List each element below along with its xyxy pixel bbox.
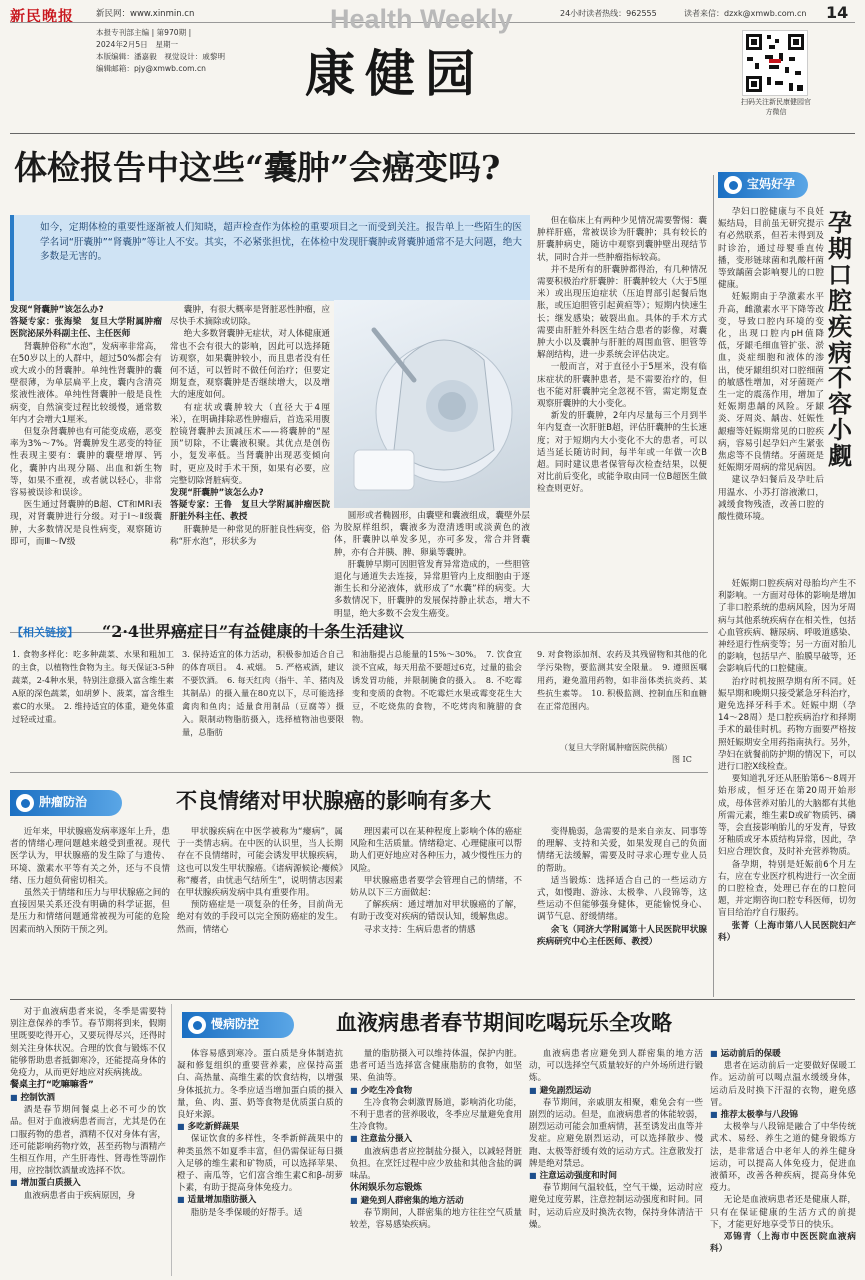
paragraph: 春节期间气温较低，空气干燥，运动时应避免过度劳累，注意控制运动强度和时间。同时，运动后应及时换洗衣物，保持身体清洁干燥。 xyxy=(529,1183,703,1230)
weekly-title-cn: 康健园 xyxy=(305,44,485,103)
section-heading: 答疑专家：张海梁 复旦大学附属肿瘤医院泌尿外科副主任、主任医师 xyxy=(10,317,162,340)
chief-editor: 本版编辑：潘嘉毅 视觉设计：戚黎明 xyxy=(96,52,226,62)
tips-source: （复旦大学附属肿瘤医院供稿） xyxy=(560,743,672,752)
paragraph: 脂肪是冬季保暖的好帮手。适 xyxy=(190,1207,303,1218)
sidebar-divider xyxy=(713,175,714,997)
main-headline: 体检报告中这些“囊肿”会癌变吗? xyxy=(14,148,501,187)
paragraph: 甲状腺癌患者要学会管理自己的情绪，不妨从以下三方面做起： xyxy=(350,875,522,899)
issue-date: 2024年2月5日 星期一 xyxy=(96,40,179,50)
tag-circle-icon xyxy=(16,794,34,812)
thyroid-col-2 xyxy=(177,826,343,994)
paragraph: 寻求支持：生病后患者的情感 xyxy=(363,924,476,935)
paragraph: 近年来，甲状腺癌发病率逐年上升，患者的情绪心理问题越来越受到重视。现代医学认为，甲状腺癌的发生除了与遗传、环境、激素水平等有关之外，还与不良情绪、压力超负荷密切相关。 xyxy=(10,827,170,886)
item-heading: ■ 适量增加脂肪摄入 xyxy=(177,1194,343,1206)
editor-email[interactable]: 编辑邮箱：pjy@xmwb.com.cn xyxy=(96,64,206,74)
lead-text: 如今，定期体检的重要性逐渐被人们知晓，超声检查作为体检的重要项目之一而受到关注。报告单上一些陌生的医学名词“肝囊肿”“肾囊肿”等让人不安。其实，不必紧张担忧，在体检中发现肝囊肿或肾囊肿通常不是大问题，绝大多数是无害的。 xyxy=(40,222,522,263)
thyroid-col-1 xyxy=(10,826,170,994)
paragraph: 变得脆弱，急需要的是来自亲友、同事等的理解、支持和关爱，如果发现自己的负面情绪无法缓解，需要及时寻求心理专业人员的帮助。 xyxy=(537,827,707,874)
paragraph: 肝囊肿早期可因胆管发育异常造成的，一些胆管退化与通道失去连接，异常胆管内上皮细胞由于逐渐生长和分泌液体，就形成了“水囊”样的病变。大多数情况下，肝囊肿的发展保持静止状态，增大不明显，绝大多数不会发生癌变。 xyxy=(334,559,530,619)
paragraph: 妊娠期由于孕激素水平升高，雌激素水平下降等改变，导致口腔内环境的变化，出现口腔内pH值降低，牙龈毛细血管扩张、淤血，炎症细胞和液体的渗出，使牙龈组织对口腔细菌的敏感性增加，对牙菌斑产生一定的震荡作用，增加了妊娠期患龋的风险。牙龈炎、牙周炎、龋齿、妊娠性龈瘤等妊娠期常见的口腔疾病，容易引起孕妇产生紧张焦虑等不良情绪。牙菌斑是妊娠期牙周病的常见病因。 xyxy=(718,292,824,474)
paragraph: 并不是所有的肝囊肿都得治，有几种情况需要积极治疗肝囊肿：肝囊肿较大（大于5厘米）或出现压迫症状（压迫胃部引起餐后饱胀，或压迫胆管引起黄疸等）；短期内快速生长；继发感染；破裂出血。具体的手术方式需要由肝脏外科医生结合患者的影像，对囊肿大小以及囊肿与肝脏的周围血管、胆管等解剖结构，进一步系统会评估决定。 xyxy=(537,264,707,361)
blood-col-3 xyxy=(529,1048,703,1276)
section-heading: 答疑专家：王鲁 复旦大学附属肿瘤医院肝脏外科主任、教授 xyxy=(170,500,330,523)
tips-col-3: 和油脂提占总能量的15%～30%。 7. 饮食宜淡不宜咸，每天用盐不要超过6克，过量的盐会诱发胃功能，并限制腌食的摄入。 8. 不吃霉变和变质的食物。不吃霉烂水果或霉变花生大豆，不吃烧焦的食物，不吃烤肉和腌腊的食物。 xyxy=(352,649,522,724)
thyroid-col-4 xyxy=(537,826,707,994)
tips-col-1: 1. 食物多样化：吃多种蔬菜、水果和粗加工的主食，以植物性食物为主。每天保证3-5种蔬菜，2-4种水果，特别注意摄入富含维生素A原的深色蔬菜，如胡萝卜、菠菜，富含维生素C的水果。 2. 维持适宜的体重，避免体重过轻或过重。 xyxy=(12,649,174,724)
paragraph: 建议孕妇餐后及孕吐后用温水、小苏打溶液漱口，减缓食物残渣，改善口腔的酸性微环境。 xyxy=(718,475,824,523)
paragraph: 生冷食物会刺激胃肠道，影响消化功能，不利于患者的营养吸收，冬季应尽量避免食用生冷食物。 xyxy=(350,1097,522,1133)
article-photo xyxy=(334,300,530,508)
author-byline: 张菁（上海市第八人民医院妇产科） xyxy=(718,920,856,943)
paragraph: 有症状或囊肿较大（直径大于4厘米），在明确排除恶性肿瘤后，首选采用腹腔镜肾囊肿去顶减压术——将囊肿的“屋顶”切除，不让囊液积聚。其优点是创伤小，复发率低。当肾囊肿出现恶变倾向时，更应及时手术干预，如果有必要，应完整切除肾脏病变。 xyxy=(170,402,330,486)
item-heading: ■ 多吃新鲜蔬果 xyxy=(177,1121,343,1133)
paragraph: 了解疾病：通过增加对甲状腺癌的了解，有助于改变对疾病的错误认知，缓解焦虑。 xyxy=(350,900,522,923)
item-heading: ■ 避免剧烈运动 xyxy=(529,1085,703,1097)
paragraph: 一般而言，对于直径小于5厘米，没有临床症状的肝囊肿患者，是不需要治疗的，但也不能对肝囊肿完全忽视不管，需定期复查观察肝囊肿的大小变化。 xyxy=(537,362,707,410)
page-number: 14 xyxy=(826,3,849,22)
paragraph: 孕妇口腔健康与不良妊娠结局，目前虽无研究提示有必然联系，但若未得到及时诊治，通过母婴垂直传播，变形链球菌和乳酸杆菌等致龋菌会影响婴儿的口腔健康。 xyxy=(718,207,824,291)
tag-label: 宝妈好孕 xyxy=(747,177,796,192)
paragraph: 患者在运动前后一定要做好保暖工作。运动前可以喝点温水缓缓身体，运动后及时换下汗湿的衣物，避免感冒。 xyxy=(710,1061,856,1108)
author-byline: 邓锦青（上海市中医医院血液病科） xyxy=(710,1232,856,1255)
tips-tag: 【相关链接】 xyxy=(12,626,78,639)
qr-code-icon xyxy=(743,31,807,95)
blood-col0-divider xyxy=(171,1004,172,1276)
paragraph: 对于血液病患者来说，冬季是需要特别注意保养的季节。春节期将到来，假期里既要吃得开心，又要玩得尽兴，还得时刻关注身体状况。合理的饮食与锻炼不仅能够帮助患者抵御寒冷，还能提高身体的免疫力，从而更好地应对疾病挑战。 xyxy=(10,1007,166,1079)
ultrasound-image-icon xyxy=(334,300,530,508)
paragraph: 体容易感到寒冷。蛋白质是身体制造抗凝和修复组织的重要营养素，应保持高蛋白、高热量、高维生素的饮食结构，以增强身体抵抗力。冬季应适当增加蛋白质的摄入量，鱼、肉、蛋、奶等食物是优质蛋白质的良好来源。 xyxy=(177,1049,343,1121)
main-col-3 xyxy=(334,510,530,630)
qr-caption: 扫码关注新民康健园官方微信 xyxy=(741,98,811,116)
newspaper-logo: 新民晚报 xyxy=(10,7,75,25)
tag-label: 肿瘤防治 xyxy=(39,795,88,810)
blood-col-1 xyxy=(177,1048,343,1276)
side-col-2 xyxy=(718,578,856,990)
side-col-1 xyxy=(718,206,824,576)
paragraph: 血液病患者由于疾病原因，身 xyxy=(23,1190,136,1201)
tag-baoma xyxy=(718,172,808,198)
paragraph: 春节期间，人群密集的地方往往空气质量较差，容易感染疾病。 xyxy=(350,1208,522,1231)
header-bottom-rule xyxy=(10,133,855,134)
paragraph: 甲状腺疾病在中医学被称为“瘿病”，属于一类情志病。在中医的认识里，当人长期存在不良情绪时，可能会诱发甲状腺疾病，这也可以发生甲状腺癌。《诸病源候论·瘿候》称“瘿者，由忧恚气结所生”，说明情志因素在甲状腺疾病发病中具有重要作用。 xyxy=(177,827,343,899)
side-headline: 孕期口腔疾病不容小觑 xyxy=(828,208,852,471)
weekly-title-en: Health Weekly xyxy=(330,4,513,34)
paragraph: 肝囊肿是一种常见的肝脏良性病变，俗称“肝水泡”，形状多为 xyxy=(170,524,330,547)
main-col-1 xyxy=(10,304,162,629)
site-label: 新民网： xyxy=(96,9,131,19)
item-heading: ■ 运动前后的保暖 xyxy=(710,1048,856,1060)
item-heading: ■ 增加蛋白质摄入 xyxy=(10,1177,166,1189)
item-heading: ■ 注意盐分摄入 xyxy=(350,1133,522,1145)
paragraph: 酒是春节期间餐桌上必不可少的饮品。但对于血液病患者而言，尤其是仍在口服药物的患者，酒精不仅对身体有害，还可能影响药物疗效，甚至药物与酒精产生相互作用，产生肝毒性、肾毒性等副作用，应控制饮酒量或选择不饮。 xyxy=(10,1105,166,1177)
item-heading: ■ 少吃生冷食物 xyxy=(350,1085,522,1097)
blood-col-4 xyxy=(710,1048,856,1276)
reader-email[interactable]: 读者来信：dzxk@xmwb.com.cn xyxy=(684,9,807,18)
paragraph: 治疗时机按照孕期有所不同。妊娠早期和晚期只接受紧急牙科治疗，避免选择牙科手术。妊娠中期（孕14～28周）是口腔疾病治疗和择期手术的最佳时机。药物方面要严格按照妊娠期安全用药指南执行。另外，孕妇在就餐前防护期的情况下，可以进行口腔X线检查。 xyxy=(718,676,856,773)
section-heading: 发现“肝囊肿”该怎么办? xyxy=(170,488,264,499)
paragraph: 备孕期，特别是妊娠前6个月左右，应在专业医疗机构进行一次全面的口腔检查，处理已存在的口腔问题，并定期咨询口腔专科医师，切勿盲目给治疗自行服药。 xyxy=(718,859,856,919)
paragraph: 但在临床上有两种少见情况需要警惕：囊肿样肝癌，常被误诊为肝囊肿；具有较长的肝囊肿病史，随访中观察到囊肿壁出现结节状，同时合并一些肿瘤指标较高。 xyxy=(537,216,707,263)
item-heading: ■ 注意运动强度和时间 xyxy=(529,1170,703,1182)
tag-circle-icon xyxy=(724,176,742,194)
paragraph: 适当锻炼：选择适合自己的一些运动方式，如慢跑、游泳、太极拳、八段锦等，这些运动不但能够强身健体，更能愉悦身心、调节气息、舒缓情绪。 xyxy=(537,875,707,923)
blood-col-0 xyxy=(10,1006,166,1276)
subsection-heading: 休闲娱乐勿忘锻炼 xyxy=(350,1183,423,1194)
tips-headline: “2·4世界癌症日”有益健康的十条生活建议 xyxy=(102,622,405,641)
paragraph: 医生通过肾囊肿的B超、CT和MRI表现，对肾囊肿进行分级。对于Ⅰ～Ⅱ级囊肿，大多数情况是良性病变，观察随访即可，而Ⅲ～Ⅳ级 xyxy=(10,500,162,547)
paragraph: 圆形或者椭圆形，由囊壁和囊液组成，囊壁外层为胶原样组织，囊液多为澄清透明或淡黄色的液体，肝囊肿以单发多见，亦可多发，常合并肾囊肿，亦有合并胰、脾、卵巢等囊肿。 xyxy=(334,511,530,558)
author-byline: 余飞（同济大学附属第十人民医院甲状腺疾病研究中心主任医师、教授） xyxy=(537,924,707,947)
paragraph: 太极拳与八段锦是融合了中华传统武术、易经、养生之道的健身锻炼方法，是非常适合中老年人的养生健身运动，可以提高人体免疫力，促进血液循环，改善各种疾病，提高身体免疫力。 xyxy=(710,1122,856,1194)
item-heading: ■ 控制饮酒 xyxy=(10,1092,166,1104)
thyroid-col-3 xyxy=(350,826,522,994)
tips-col-4: 9. 对食物添加剂、农药及其残留物和其他的化学污染物，要监测其安全限量。 9. 遵照医嘱用药，避免滥用药物，如非甾体类抗炎药、某些抗生素等。 10. 积极监测、控制血压和血糖在正常范围内。 xyxy=(537,649,707,711)
issue-info xyxy=(96,27,225,76)
paragraph: 量的脂肪摄入可以维持体温，保护内脏。患者可适当选择富含健康脂肪的食物，如坚果、鱼油等。 xyxy=(350,1049,522,1084)
section-heading: 发现“肾囊肿”该怎么办? xyxy=(10,305,104,315)
paragraph: 保证饮食的多样性，冬季新鲜蔬果中的种类虽然不如夏季丰富，但仍需保证每日摄入足够的维生素和矿物质，可以选择苹果、橙子、南瓜等，它们富含维生素C和β-胡萝卜素，有助于提高身体免疫力。 xyxy=(177,1134,343,1194)
paragraph: 新发的肝囊肿，2年内尽量每三个月到半年内复查一次肝脏B超，评估肝囊肿的生长速度；对于短期内大小变化不大的患者，可以适当延长随访时间，每半年或一年做一次B超。同时建议患者保管每次检查结果，以便对比前后变化，或能争取由同一位B超医生做检查则更好。 xyxy=(537,411,707,495)
main-col-4 xyxy=(537,215,707,630)
hotline: 24小时读者热线：962555 xyxy=(560,9,657,18)
blood-headline: 血液病患者春节期间吃喝玩乐全攻略 xyxy=(336,1010,672,1035)
lead-box xyxy=(10,215,530,301)
paragraph: 囊肿，有很大概率是肾脏恶性肿瘤，应尽快手术摘除或切除。 xyxy=(170,305,330,328)
qr-code[interactable] xyxy=(742,30,808,96)
tag-manbing xyxy=(182,1012,294,1038)
tips-col-2: 3. 保持适宜的体力活动，积极参加适合自己的体育项目。 4. 戒烟。 5. 严格戒酒，建议不要饮酒。 6. 每天红肉（指牛、羊、猪肉及其制品）的摄入量在80克以下，尽可能选择禽肉和鱼肉；适量食用制品（豆腐等）摄入。限制动物脂肪摄入，选择植物油也要限量，总脂肪 xyxy=(182,649,344,737)
paragraph: 春节期间，亲戚朋友相聚，难免会有一些剧烈的运动。但是，血液病患者的体能较弱，剧烈运动可能会加重病情，甚至诱发出血等并发症。应避免剧烈运动，可以选择散步、慢跑、太极等舒缓有效的运动方式。注意散发打牌是绝对禁忌。 xyxy=(529,1097,703,1169)
paragraph: 预防癌症是一项复杂的任务，目前尚无绝对有效的手段可以完全预防癌症的发生。然而，情绪心 xyxy=(177,900,343,935)
site-link[interactable] xyxy=(96,8,194,20)
tips-pic-credit: 图 IC xyxy=(672,755,692,764)
paragraph: 肾囊肿俗称“水泡”，发病率非常高，在50岁以上的人群中，超过50%都会有或大或小的肾囊肿。单纯性肾囊肿的囊壁很薄，为单层扁平上皮，囊内含清亮浆液性液体。单纯性肾囊肿一般是良性病变，自然演变过程比较缓慢，通常数年内才会增大1厘米。 xyxy=(10,341,162,425)
paragraph: 但复杂肾囊肿也有可能变成癌，恶变率为3%～7%。肾囊肿发生恶变的特征性表现主要有：囊肿的囊壁增厚、钙化，囊肿内出现分隔、出血和新生物等，如果不重视，或者就以轻心，非常容易被误诊和误诊。 xyxy=(10,427,162,499)
paragraph: 要知道乳牙还从胚胎第6～8周开始形成，恒牙还在第20周开始形成，母体营养对胎儿的大脑都有其他所需元素，维生素D或矿物质钙、磷等，会直接影响胎儿的牙发育，导致牙釉质或牙本质结构异常，因此，孕妇应合理饮食，及时补充营养物质。 xyxy=(718,774,856,858)
site-url[interactable]: www.xinmin.cn xyxy=(130,9,195,19)
tag-label: 慢病防控 xyxy=(211,1017,260,1032)
subsection-heading: 餐桌主打“吃嘛嘛香” xyxy=(10,1080,94,1091)
paragraph: 绝大多数肾囊肿无症状，对人体健康通常也不会有很大的影响，因此可以选择随访观察，如果囊肿较小，而且患者没有任何不适，可以暂时不做任何治疗；但要定期复查，观察囊肿是否继续增大，以及增大的速度如何。 xyxy=(170,329,330,401)
paragraph: 虽然关于情绪和压力与甲状腺癌之间的直接因果关系还没有明确的科学证据，但是压力和情绪问题通常被视为可能的危险因素而纳入预防干预之列。 xyxy=(10,888,170,935)
paragraph: 无论是血液病患者还是健康人群，只有在保证健康的生活方式的前提下，才能更好地享受节日的快乐。 xyxy=(710,1195,856,1230)
paragraph: 血液病患者应控制盐分摄入，以减轻肾脏负担。在烹饪过程中应少放盐和其他含盐的调味品。 xyxy=(350,1146,522,1182)
editor-line: 本报专刊部主编 | 第970期 | xyxy=(96,28,192,37)
thyroid-top-rule xyxy=(10,772,708,773)
main-col-2 xyxy=(170,304,330,629)
item-heading: ■ 避免到人群密集的地方活动 xyxy=(350,1195,522,1207)
blood-col-2 xyxy=(350,1048,522,1276)
blood-top-rule xyxy=(10,999,855,1000)
paragraph: 血液病患者应避免到人群密集的地方活动，可以选择空气质量较好的户外场所进行锻炼。 xyxy=(529,1049,703,1084)
tag-zhongliu xyxy=(10,790,122,816)
item-heading: ■ 推荐太极拳与八段锦 xyxy=(710,1109,856,1121)
tag-circle-icon xyxy=(188,1016,206,1034)
paragraph: 妊娠期口腔疾病对母胎均产生不利影响。一方面对母体的影响是增加了非口腔系统的患病风险，因为牙周病与其他系统疾病存在相关性，包括心血管疾病、糖尿病、呼吸道感染、神经退行性病变等；另一方面对胎儿的影响，包括早产、胎膜早破等，还会影响后代的口腔健康。 xyxy=(718,579,856,675)
thyroid-headline: 不良情绪对甲状腺癌的影响有多大 xyxy=(176,788,491,813)
paragraph: 理因素可以在某种程度上影响个体的癌症风险和生活质量。情绪稳定、心理健康可以帮助人们更好地应对各种压力，减少慢性压力的风险。 xyxy=(350,827,522,874)
